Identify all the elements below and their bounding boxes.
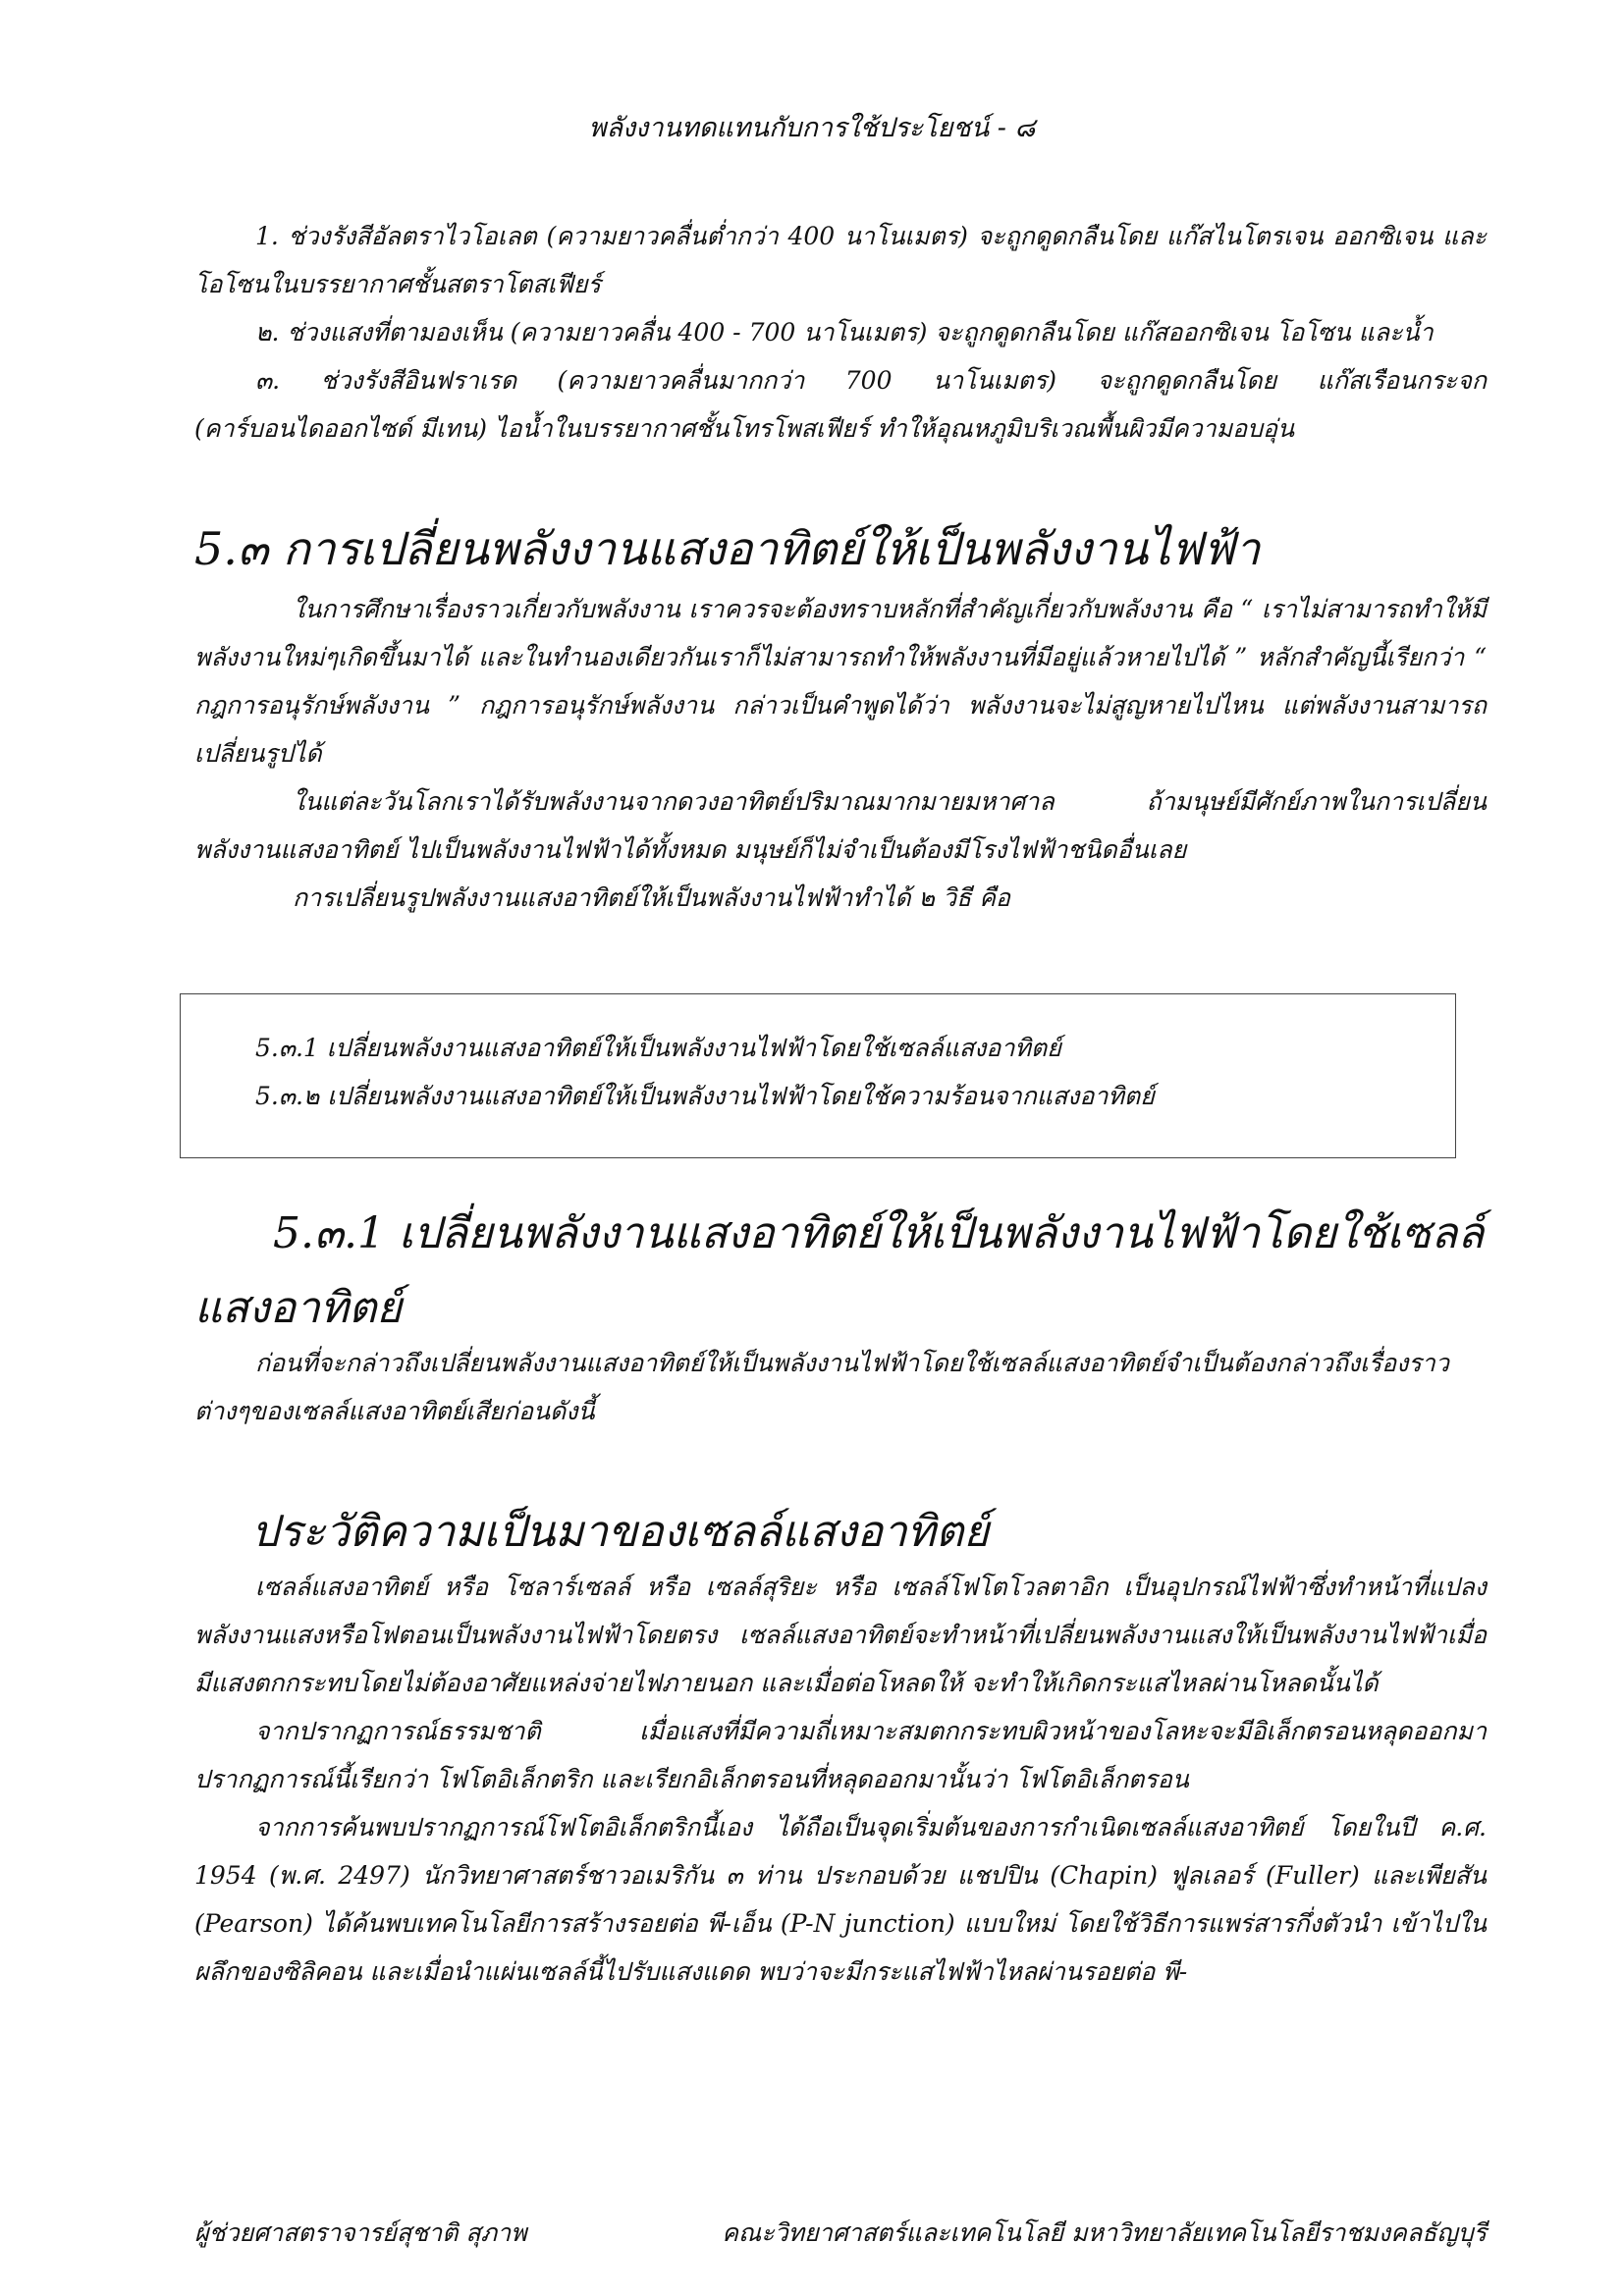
history-heading: ประวัติความเป็นมาของเซลล์แสงอาทิตย์ <box>251 1507 990 1557</box>
method-item: 5.๓.1 เปลี่ยนพลังงานแสงอาทิตย์ให้เป็นพลังงานไฟฟ้าโดยใช้เซลล์แสงอาทิตย์ <box>255 1034 1061 1062</box>
paragraph: ในแต่ละวันโลกเราได้รับพลังงานจากดวงอาทิตย์ปริมาณมากมายมหาศาล ถ้ามนุษย์มีศักย์ภาพในการเปลี่ยนพลังงานแสงอาทิตย์ ไปเป็นพลังงานไฟฟ้าได้ทั้งหมด มนุษย์ก็ไม่จำเป็นต้องมีโรงไฟฟ้าชนิดอื่นเลย <box>194 787 1487 864</box>
intro-item-1: 1. ช่วงรังสีอัลตราไวโอเลต (ความยาวคลื่นต่ำกว่า 400 นาโนเมตร) จะถูกดูดกลืนโดย แก๊สไนโตรเจน ออกซิเจน และโอโซนในบรรยากาศชั้นสตราโตสเฟียร์ <box>194 222 1487 298</box>
section-5-3 <box>194 518 1487 922</box>
history-section <box>194 1502 1487 1996</box>
paragraph: เซลล์แสงอาทิตย์ หรือ โซลาร์เซลล์ หรือ เซลล์สุริยะ หรือ เซลล์โฟโตโวลตาอิก เป็นอุปกรณ์ไฟฟ้าซึ่งทำหน้าที่แปลงพลังงานแสงหรือโฟตอนเป็นพลังงานไฟฟ้าโดยตรง เซลล์แสงอาทิตย์จะทำหน้าที่เปลี่ยนพลังงานแสงให้เป็นพลังงานไฟฟ้าเมื่อมีแสงตกกระทบโดยไม่ต้องอาศัยแหล่งจ่ายไฟภายนอก และเมื่อต่อโหลดให้ จะทำให้เกิดกระแสไหลผ่านโหลดนั้นได้ <box>194 1573 1487 1697</box>
page-footer <box>194 2214 1487 2253</box>
section-heading: 5.๓ การเปลี่ยนพลังงานแสงอาทิตย์ให้เป็นพลังงานไฟฟ้า <box>194 522 1261 575</box>
paragraph: จากการค้นพบปรากฏการณ์โฟโตอิเล็กตริกนี้เอง ได้ถือเป็นจุดเริ่มต้นของการกำเนิดเซลล์แสงอาทิตย์ โดยในปี ค.ศ. 1954 (พ.ศ. 2497) นักวิทยาศาสตร์ชาวอเมริกัน ๓ ท่าน ประกอบด้วย แชปปิน (Chapin) ฟูลเลอร์ (Fuller) และเพียสัน (Pearson) ได้ค้นพบเทคโนโลยีการสร้างรอยต่อ พี-เอ็น (P-N junction) แบบใหม่ โดยใช้วิธีการแพร่สารกึ่งตัวนำ เข้าไปในผลึกของซิลิคอน และเมื่อนำแผ่นเซลล์นี้ไปรับแสงแดด พบว่าจะมีกระแสไฟฟ้าไหลผ่านรอยต่อ พี- <box>194 1813 1487 1986</box>
section-5-3-1 <box>194 1203 1487 1435</box>
paragraph: ก่อนที่จะกล่าวถึงเปลี่ยนพลังงานแสงอาทิตย์ให้เป็นพลังงานไฟฟ้าโดยใช้เซลล์แสงอาทิตย์จำเป็นต้องกล่าวถึงเรื่องราวต่างๆของเซลล์แสงอาทิตย์เสียก่อนดังนี้ <box>194 1349 1449 1425</box>
footer-author: ผู้ช่วยศาสตราจารย์สุชาติ สุภาพ <box>194 2218 527 2247</box>
method-item: 5.๓.๒ เปลี่ยนพลังงานแสงอาทิตย์ให้เป็นพลังงานไฟฟ้าโดยใช้ความร้อนจากแสงอาทิตย์ <box>255 1082 1155 1110</box>
subsection-heading: 5.๓.1 เปลี่ยนพลังงานแสงอาทิตย์ให้เป็นพลังงานไฟฟ้าโดยใช้เซลล์ <box>273 1208 1485 1258</box>
subsection-heading-cont: แสงอาทิตย์ <box>194 1283 403 1333</box>
paragraph: ในการศึกษาเรื่องราวเกี่ยวกับพลังงาน เราควรจะต้องทราบหลักที่สำคัญเกี่ยวกับพลังงาน คือ “ เราไม่สามารถทำให้มีพลังงานใหม่ๆเกิดขึ้นมาได้ และในทำนองเดียวกันเราก็ไม่สามารถทำให้พลังงานที่มีอยู่แล้วหายไปได้ ” หลักสำคัญนี้เรียกว่า “ กฎการอนุรักษ์พลังงาน ” กฎการอนุรักษ์พลังงาน กล่าวเป็นคำพูดได้ว่า พลังงานจะไม่สูญหายไปไหน แต่พลังงานสามารถเปลี่ยนรูปได้ <box>194 595 1487 768</box>
footer-affiliation: คณะวิทยาศาสตร์และเทคโนโลยี มหาวิทยาลัยเทคโนโลยีราชมงคลธัญบุรี <box>722 2218 1487 2247</box>
intro-item-2: ๒. ช่วงแสงที่ตามองเห็น (ความยาวคลื่น 400 - 700 นาโนเมตร) จะถูกดูดกลืนโดย แก๊สออกซิเจน โอโซน และน้ำ <box>255 318 1434 347</box>
running-header: พลังงานทดแทนกับการใช้ประโยชน์ - ๘ <box>588 113 1036 143</box>
paragraph: จากปรากฏการณ์ธรรมชาติ เมื่อแสงที่มีความถี่เหมาะสมตกกระทบผิวหน้าของโลหะจะมีอิเล็กตรอนหลุดออกมา ปรากฏการณ์นี้เรียกว่า โฟโตอิเล็กตริก และเรียกอิเล็กตรอนที่หลุดออกมานั้นว่า โฟโตอิเล็กตรอน <box>194 1717 1487 1793</box>
paragraph: การเปลี่ยนรูปพลังงานแสงอาทิตย์ให้เป็นพลังงานไฟฟ้าทำได้ ๒ วิธี คือ <box>293 883 1010 912</box>
intro-item-3: ๓. ช่วงรังสีอินฟราเรด (ความยาวคลื่นมากกว่า 700 นาโนเมตร) จะถูกดูดกลืนโดย แก๊สเรือนกระจก (คาร์บอนไดออกไซด์ มีเทน) ไอน้ำในบรรยากาศชั้นโทรโพสเฟียร์ ทำให้อุณหภูมิบริเวณพื้นผิวมีความอบอุ่น <box>194 366 1487 443</box>
methods-box <box>180 993 1456 1158</box>
intro-list <box>194 212 1487 453</box>
